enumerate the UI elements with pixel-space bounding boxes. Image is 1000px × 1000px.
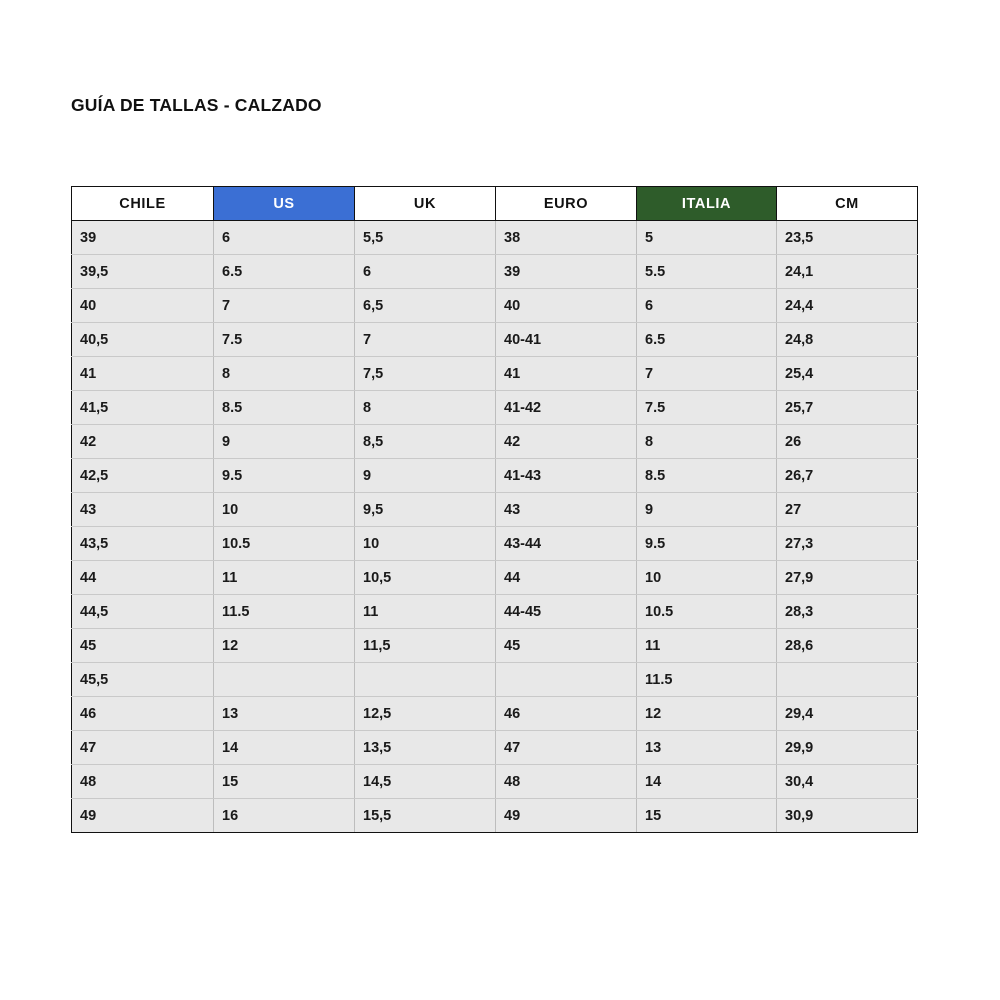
cell-us: 15 (214, 765, 355, 799)
cell-us: 16 (214, 799, 355, 833)
cell-uk: 6 (355, 255, 496, 289)
table-header-row (72, 187, 918, 221)
cell-us: 8.5 (214, 391, 355, 425)
cell-italia: 11.5 (637, 663, 777, 697)
cell-uk: 14,5 (355, 765, 496, 799)
size-conversion-table (71, 186, 918, 833)
table-row (72, 663, 918, 697)
cell-cm: 27 (777, 493, 918, 527)
cell-chile: 43,5 (72, 527, 214, 561)
page-title: GUÍA DE TALLAS - CALZADO (71, 95, 322, 115)
cell-chile: 41 (72, 357, 214, 391)
cell-uk: 10 (355, 527, 496, 561)
cell-italia: 12 (637, 697, 777, 731)
cell-euro: 48 (496, 765, 637, 799)
cell-us: 7 (214, 289, 355, 323)
cell-euro (496, 663, 637, 697)
cell-us: 11 (214, 561, 355, 595)
table-row (72, 765, 918, 799)
cell-italia: 8.5 (637, 459, 777, 493)
cell-cm: 27,3 (777, 527, 918, 561)
column-header-us: US (214, 187, 355, 221)
cell-euro: 46 (496, 697, 637, 731)
cell-italia: 5.5 (637, 255, 777, 289)
cell-cm: 28,3 (777, 595, 918, 629)
cell-italia: 8 (637, 425, 777, 459)
cell-uk: 10,5 (355, 561, 496, 595)
cell-italia: 13 (637, 731, 777, 765)
cell-chile: 42 (72, 425, 214, 459)
cell-chile: 45 (72, 629, 214, 663)
column-header-euro: EURO (496, 187, 637, 221)
cell-euro: 43 (496, 493, 637, 527)
cell-italia: 9 (637, 493, 777, 527)
table-row (72, 731, 918, 765)
cell-italia: 10.5 (637, 595, 777, 629)
cell-euro: 41-43 (496, 459, 637, 493)
cell-italia: 6.5 (637, 323, 777, 357)
cell-euro: 44 (496, 561, 637, 595)
column-header-cm: CM (777, 187, 918, 221)
cell-uk: 8,5 (355, 425, 496, 459)
table-row (72, 595, 918, 629)
cell-euro: 41 (496, 357, 637, 391)
cell-us: 7.5 (214, 323, 355, 357)
cell-chile: 46 (72, 697, 214, 731)
table-row (72, 799, 918, 833)
table-row (72, 323, 918, 357)
cell-cm: 28,6 (777, 629, 918, 663)
table-row (72, 527, 918, 561)
cell-uk: 7 (355, 323, 496, 357)
cell-chile: 48 (72, 765, 214, 799)
cell-euro: 47 (496, 731, 637, 765)
cell-chile: 39,5 (72, 255, 214, 289)
cell-uk: 9 (355, 459, 496, 493)
cell-us: 10.5 (214, 527, 355, 561)
cell-us: 6.5 (214, 255, 355, 289)
cell-chile: 43 (72, 493, 214, 527)
cell-italia: 9.5 (637, 527, 777, 561)
table-row (72, 289, 918, 323)
cell-cm (777, 663, 918, 697)
cell-us: 9.5 (214, 459, 355, 493)
cell-uk: 8 (355, 391, 496, 425)
cell-italia: 5 (637, 221, 777, 255)
cell-cm: 25,4 (777, 357, 918, 391)
cell-italia: 7 (637, 357, 777, 391)
cell-us: 9 (214, 425, 355, 459)
cell-cm: 24,8 (777, 323, 918, 357)
cell-us: 6 (214, 221, 355, 255)
cell-italia: 11 (637, 629, 777, 663)
cell-cm: 26 (777, 425, 918, 459)
cell-euro: 39 (496, 255, 637, 289)
table-row (72, 221, 918, 255)
column-header-chile: CHILE (72, 187, 214, 221)
cell-cm: 29,9 (777, 731, 918, 765)
table-row (72, 561, 918, 595)
cell-chile: 41,5 (72, 391, 214, 425)
cell-us: 13 (214, 697, 355, 731)
table-row (72, 357, 918, 391)
cell-uk: 11,5 (355, 629, 496, 663)
table-row (72, 391, 918, 425)
cell-italia: 6 (637, 289, 777, 323)
cell-cm: 27,9 (777, 561, 918, 595)
cell-uk (355, 663, 496, 697)
cell-chile: 42,5 (72, 459, 214, 493)
cell-us (214, 663, 355, 697)
cell-cm: 23,5 (777, 221, 918, 255)
cell-euro: 42 (496, 425, 637, 459)
cell-us: 14 (214, 731, 355, 765)
cell-us: 12 (214, 629, 355, 663)
size-table-container (71, 186, 917, 833)
cell-cm: 30,9 (777, 799, 918, 833)
cell-us: 11.5 (214, 595, 355, 629)
cell-chile: 44,5 (72, 595, 214, 629)
cell-euro: 45 (496, 629, 637, 663)
cell-cm: 24,4 (777, 289, 918, 323)
cell-chile: 44 (72, 561, 214, 595)
cell-uk: 13,5 (355, 731, 496, 765)
cell-euro: 40 (496, 289, 637, 323)
cell-uk: 12,5 (355, 697, 496, 731)
cell-uk: 15,5 (355, 799, 496, 833)
cell-us: 10 (214, 493, 355, 527)
cell-chile: 40,5 (72, 323, 214, 357)
cell-chile: 40 (72, 289, 214, 323)
column-header-italia: ITALIA (637, 187, 777, 221)
cell-cm: 29,4 (777, 697, 918, 731)
cell-uk: 5,5 (355, 221, 496, 255)
cell-chile: 45,5 (72, 663, 214, 697)
table-row (72, 697, 918, 731)
cell-italia: 15 (637, 799, 777, 833)
table-header (72, 187, 918, 221)
cell-uk: 7,5 (355, 357, 496, 391)
cell-cm: 30,4 (777, 765, 918, 799)
cell-cm: 26,7 (777, 459, 918, 493)
table-body (72, 221, 918, 833)
table-row (72, 629, 918, 663)
cell-cm: 25,7 (777, 391, 918, 425)
table-row (72, 493, 918, 527)
cell-cm: 24,1 (777, 255, 918, 289)
table-row (72, 255, 918, 289)
cell-uk: 6,5 (355, 289, 496, 323)
cell-euro: 44-45 (496, 595, 637, 629)
cell-us: 8 (214, 357, 355, 391)
column-header-uk: UK (355, 187, 496, 221)
cell-euro: 40-41 (496, 323, 637, 357)
cell-euro: 41-42 (496, 391, 637, 425)
cell-italia: 10 (637, 561, 777, 595)
cell-euro: 38 (496, 221, 637, 255)
cell-chile: 47 (72, 731, 214, 765)
table-row (72, 459, 918, 493)
cell-italia: 14 (637, 765, 777, 799)
cell-euro: 43-44 (496, 527, 637, 561)
cell-chile: 49 (72, 799, 214, 833)
table-row (72, 425, 918, 459)
cell-euro: 49 (496, 799, 637, 833)
cell-uk: 9,5 (355, 493, 496, 527)
cell-uk: 11 (355, 595, 496, 629)
cell-italia: 7.5 (637, 391, 777, 425)
cell-chile: 39 (72, 221, 214, 255)
